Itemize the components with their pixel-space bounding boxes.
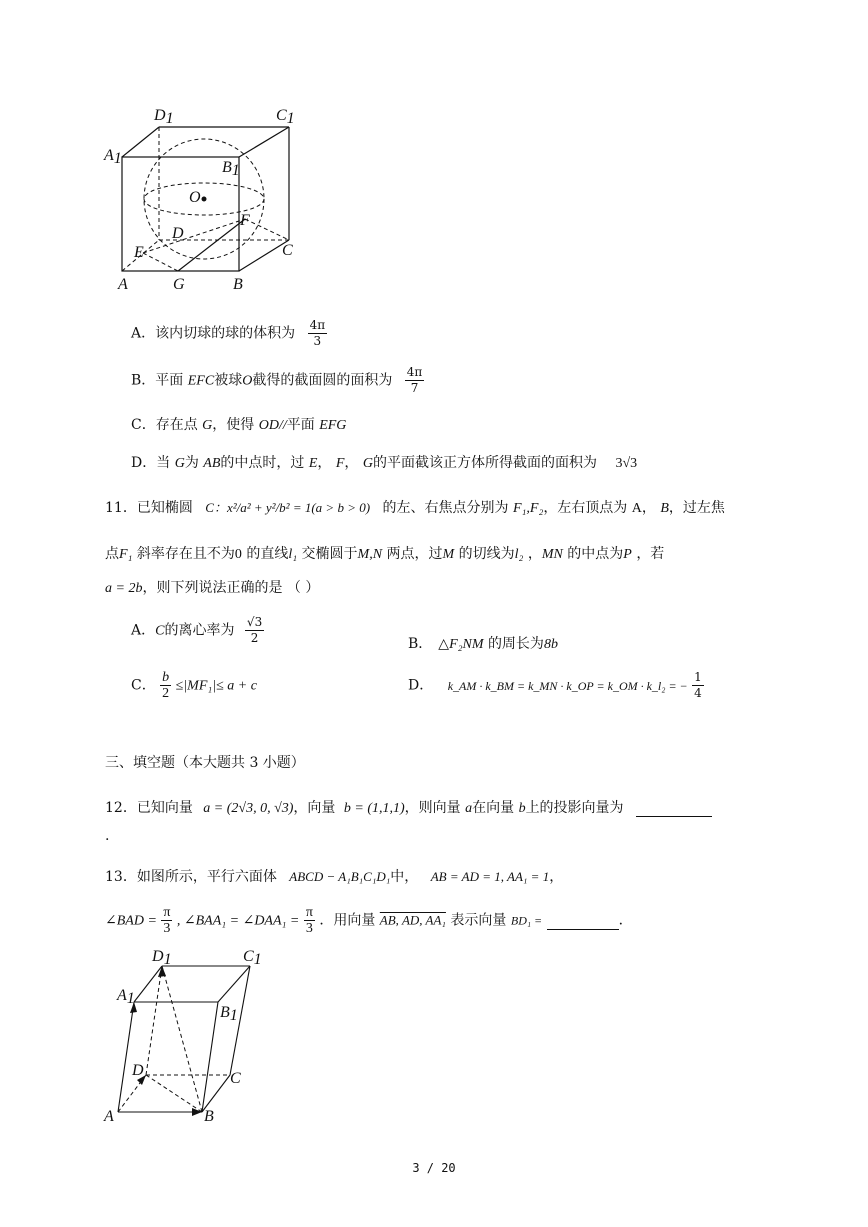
q13-line-1: 13．如图所示，平行六面体 ABCD − A₁B₁C₁D₁中， AB = AD = 1, AA₁ = 1， xyxy=(105,869,564,885)
edge-AA1 xyxy=(118,1002,134,1112)
q10-option-a: A．该内切球的球的体积为 $\frac{4\pi}{3}$ xyxy=(131,318,326,348)
edge xyxy=(202,1002,218,1112)
q11-line-2: 点F₁ 斜率存在且不为0 的直线l₁ 交椭圆于M,N 两点，过M 的切线为l₂ ，MN 的中点为P ，若 xyxy=(105,546,665,562)
label-A1: A1 xyxy=(117,987,135,1007)
q11-option-b: B． △F₂NM 的周长为8b xyxy=(408,636,558,652)
q11-line-1: 11．已知椭圆 C：x²/a² + y²/b² = 1(a > b > 0) 的左、右焦点分别为 F₁,F₂，左右顶点为 A， B，过左焦 xyxy=(105,500,725,516)
q11-line-3: a = 2b，则下列说法正确的是 （ ） xyxy=(105,580,320,596)
diagonal-BD1 xyxy=(162,966,202,1112)
q10-option-c: C．存在点 G，使得 OD//平面 EFG xyxy=(131,417,347,433)
label-A: A xyxy=(118,276,128,293)
cube-figure xyxy=(100,100,310,300)
label-C: C xyxy=(282,242,293,259)
answer-blank[interactable] xyxy=(636,800,712,817)
label-A1: A1 xyxy=(104,147,122,167)
q12-dot: . xyxy=(105,828,110,844)
section-title: 三、填空题（本大题共 3 小题） xyxy=(105,755,305,771)
cube-edge xyxy=(122,127,159,157)
page-number: 3 / 20 xyxy=(412,1161,456,1175)
q12-line-1: 12．已知向量 a = (2√3, 0, √3)，向量 b = (1,1,1)，则向量 a在向量 b上的投影向量为 xyxy=(105,797,712,817)
fraction: $\frac{4\pi}{7}$ xyxy=(406,365,423,395)
label-D1: D1 xyxy=(154,107,174,127)
label-F: F xyxy=(240,212,250,229)
label-D: D xyxy=(172,225,184,242)
q11-option-c: C． $\frac{b}{2}$ ≤|MF₁|≤ a + c xyxy=(131,670,257,701)
q11-option-a: A．C的离心率为 $\frac{√3}{2}$ xyxy=(131,615,263,645)
label-O: O xyxy=(189,189,201,206)
label-G: G xyxy=(173,276,185,293)
fraction: $\frac{1}{4}$ xyxy=(694,670,702,700)
label-C1: C1 xyxy=(276,107,295,127)
fraction: $\frac{b}{2}$ xyxy=(162,670,170,701)
cube-edge xyxy=(239,127,289,157)
q10-option-b: B．平面 EFC被球O截得的截面圆的面积为 $\frac{4\pi}{7}$ xyxy=(131,365,423,395)
fraction: $\frac{4\pi}{3}$ xyxy=(309,318,326,348)
label-C1: C1 xyxy=(243,948,262,968)
label-D: D xyxy=(132,1062,144,1079)
label-B: B xyxy=(204,1108,214,1125)
label-D1: D1 xyxy=(152,948,172,968)
fraction: $\frac{\pi}{3}$ xyxy=(163,905,171,936)
fraction: $\frac{√3}{2}$ xyxy=(246,615,263,645)
edge xyxy=(218,966,250,1002)
hidden-edge xyxy=(146,966,162,1075)
answer-blank[interactable] xyxy=(547,913,619,930)
segment-FC xyxy=(245,219,289,240)
label-B1: B1 xyxy=(220,1004,238,1024)
q11-option-d: D． k_AM · k_BM = k_MN · k_OP = k_OM · k_l₂ = − $\frac{1}{4}$ xyxy=(408,670,702,700)
segment-EG xyxy=(143,253,178,271)
label-E: E xyxy=(134,244,144,261)
parallelepiped-figure xyxy=(100,945,280,1130)
q10-option-d: D．当 G为 AB的中点时，过 E， F， G的平面截该正方体所得截面的面积为 3√3 xyxy=(131,455,638,471)
arrow-head xyxy=(192,1108,202,1116)
label-B: B xyxy=(233,276,243,293)
label-C: C xyxy=(230,1070,241,1087)
center-point-O xyxy=(202,197,207,202)
segment-EF xyxy=(143,219,245,253)
segment-GF xyxy=(178,219,245,271)
label-A: A xyxy=(104,1108,114,1125)
diagonal xyxy=(146,1075,202,1112)
q13-line-2: ∠BAD = $\frac{\pi}{3}$ , ∠BAA₁ = ∠DAA₁ = $\frac{\pi}{3}$ ．用向量 AB, AD, AA₁ 表示向量 BD₁ = ． xyxy=(105,905,633,936)
label-B1: B1 xyxy=(222,159,240,179)
fraction: $\frac{\pi}{3}$ xyxy=(305,905,313,936)
